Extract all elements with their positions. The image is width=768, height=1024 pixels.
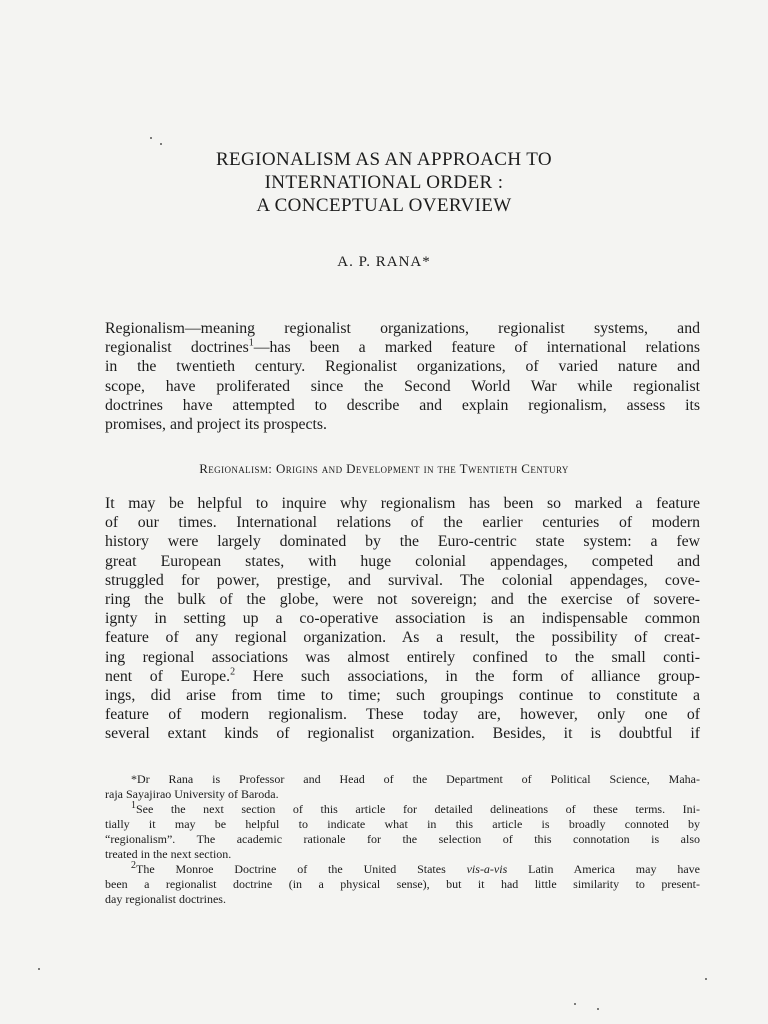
footnote-line: *Dr Rana is Professor and Head of the Department of Political Science, Maha- <box>131 772 700 786</box>
footnote-line: $^2$The Monroe Doctrine of the United States vis-a-vis Latin America may have <box>131 860 700 876</box>
text-line: great European states, with huge colonial appendages, competed and <box>105 552 700 570</box>
author-name: A. P. RANA* <box>337 254 431 270</box>
footnote-marker: 2 <box>230 666 236 678</box>
footnote-line: tially it may be helpful to indicate what in this article is broadly connoted by <box>105 817 700 831</box>
text-line: scope, have proliferated since the Second World War while regionalist <box>105 377 700 395</box>
text-line: of our times. International relations of the earlier centuries of modern <box>105 514 700 532</box>
text-line: struggled for power, prestige, and survival. The colonial appendages, cove- <box>105 571 700 589</box>
footnote-marker: 1 <box>248 337 254 349</box>
footnote-marker: 2 <box>131 860 136 871</box>
scan-speck <box>597 1008 599 1010</box>
text-line: nent of Europe.$^2$ Here such associations, in the form of alliance group- <box>105 666 701 685</box>
scan-speck <box>38 968 40 970</box>
text-line: in the twentieth century. Regionalist organizations, of varied nature and <box>105 358 700 376</box>
scan-speck <box>574 1003 576 1005</box>
footnote-marker: 1 <box>131 800 136 811</box>
text-line: regionalist doctrines$^1$—has been a marked feature of international relations <box>105 337 700 357</box>
title-line-1: REGIONALISM AS AN APPROACH TO <box>215 149 553 170</box>
text-line: feature of any regional organization. As a result, the possibility of creat- <box>105 629 700 647</box>
intro-paragraph <box>105 319 700 434</box>
text-line: promises, and project its prospects. <box>105 416 327 434</box>
text-line: It may be helpful to inquire why regionalism has been so marked a feature <box>105 495 700 512</box>
title-line-3: A CONCEPTUAL OVERVIEW <box>256 195 512 216</box>
footnote-line: “regionalism”. The academic rationale for the selection of this connotation is also <box>105 832 700 846</box>
text-line: ignty in setting up a co-operative association is an indispensable common <box>105 610 700 628</box>
scan-speck <box>160 143 162 145</box>
footnote-line: day regionalist doctrines. <box>105 892 226 906</box>
text-line: ings, did arise from time to time; such groupings continue to constitute a <box>105 687 700 705</box>
footnote-line: raja Sayajirao University of Baroda. <box>105 787 279 801</box>
scan-speck <box>150 137 152 139</box>
text-line: ring the bulk of the globe, were not sovereign; and the exercise of sovere- <box>105 591 700 609</box>
text-line: doctrines have attempted to describe and explain regionalism, assess its <box>105 396 700 414</box>
text-line: feature of modern regionalism. These today are, however, only one of <box>105 706 700 724</box>
scan-speck <box>705 978 707 980</box>
text-line: several extant kinds of regionalist organization. Besides, it is doubtful if <box>105 725 700 743</box>
title-line-2: INTERNATIONAL ORDER : <box>264 172 504 193</box>
footnotes <box>105 772 700 907</box>
text-line: history were largely dominated by the Euro-centric state system: a few <box>105 533 700 551</box>
footnote-line: been a regionalist doctrine (in a physical sense), but it had little similarity to present- <box>105 877 700 891</box>
body-paragraph <box>105 494 700 744</box>
footnote-line: $^1$See the next section of this article for detailed delineations of these terms. Ini- <box>131 800 700 816</box>
section-heading: Regionalism: Origins and Development in the Twentieth Century <box>199 461 569 476</box>
article-title <box>0 148 768 217</box>
text-line: Regionalism—meaning regionalist organizations, regionalist systems, and <box>105 320 700 337</box>
text-line: ing regional associations was almost entirely confined to the small conti- <box>105 648 700 666</box>
footnote-line: treated in the next section. <box>105 847 232 861</box>
